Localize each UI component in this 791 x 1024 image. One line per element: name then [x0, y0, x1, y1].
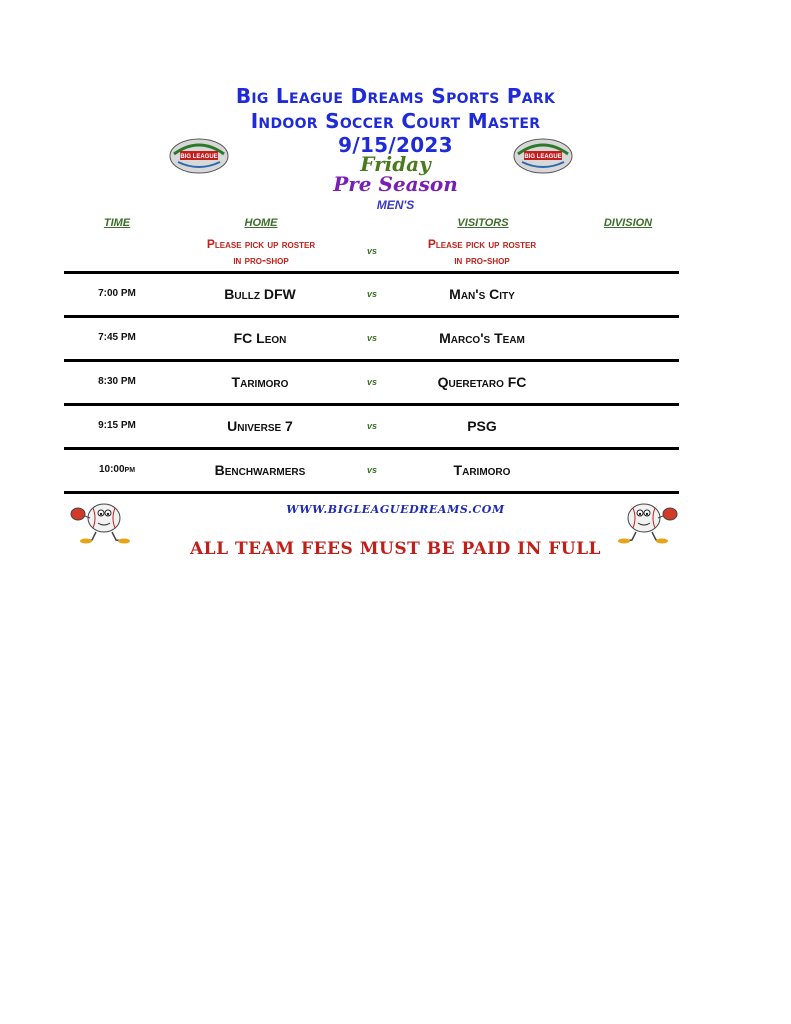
game-row-5	[64, 450, 679, 490]
game-time: 7:00 PM	[98, 288, 136, 299]
visitors-roster-notice-line1: Please pick up roster	[427, 237, 537, 251]
schedule-date: 9/15/2023	[338, 133, 453, 157]
visiting-team: Queretaro FC	[437, 374, 527, 390]
home-team: Benchwarmers	[214, 462, 306, 478]
column-header-visitors: VISITORS	[457, 217, 509, 229]
home-roster-notice	[161, 236, 361, 268]
home-team: Bullz DFW	[224, 286, 296, 302]
schedule-title: Indoor Soccer Court Master	[250, 109, 541, 133]
home-roster-notice-line2: in pro-shop	[233, 253, 289, 267]
game-row-2	[64, 318, 679, 358]
league-label: MEN'S	[376, 198, 415, 212]
home-team: FC Leon	[233, 330, 287, 346]
visiting-team: Marco's Team	[439, 330, 525, 346]
visiting-team: Man's City	[449, 286, 515, 302]
svg-text:BIG LEAGUE: BIG LEAGUE	[524, 154, 562, 160]
visiting-team: Tarimoro	[453, 462, 511, 478]
season-label: Pre Season	[333, 172, 458, 196]
park-name: Big League Dreams Sports Park	[235, 84, 556, 108]
row-divider	[64, 491, 679, 494]
visitors-roster-notice-line2: in pro-shop	[454, 253, 510, 267]
game-time: 7:45 PM	[98, 332, 136, 343]
visitors-roster-notice	[382, 236, 582, 268]
game-row-1	[64, 274, 679, 314]
game-time: 8:30 PM	[98, 376, 136, 387]
game-vs: vs	[366, 421, 377, 431]
game-time: 9:15 PM	[98, 420, 136, 431]
game-row-4	[64, 406, 679, 446]
column-header-home: HOME	[244, 217, 278, 229]
home-team: Universe 7	[227, 418, 293, 434]
column-header-time: TIME	[103, 217, 131, 229]
game-row-3	[64, 362, 679, 402]
svg-text:BIG LEAGUE: BIG LEAGUE	[180, 154, 218, 160]
schedule-day: Friday	[360, 152, 431, 176]
visiting-team: PSG	[467, 418, 497, 434]
big-league-dreams-logo-left	[168, 134, 230, 176]
game-vs: vs	[366, 465, 377, 475]
fees-notice: ALL TEAM FEES MUST BE PAID IN FULL	[189, 539, 602, 559]
website-link[interactable]: WWW.BIGLEAGUEDREAMS.COM	[286, 503, 505, 516]
game-time: 10:00pm	[98, 464, 136, 475]
notice-vs: vs	[366, 246, 377, 256]
game-vs: vs	[366, 377, 377, 387]
game-vs: vs	[366, 289, 377, 299]
big-league-dreams-logo-right	[512, 134, 574, 176]
game-vs: vs	[366, 333, 377, 343]
home-roster-notice-line1: Please pick up roster	[206, 237, 316, 251]
column-header-division: DIVISION	[603, 217, 653, 229]
home-team: Tarimoro	[231, 374, 289, 390]
